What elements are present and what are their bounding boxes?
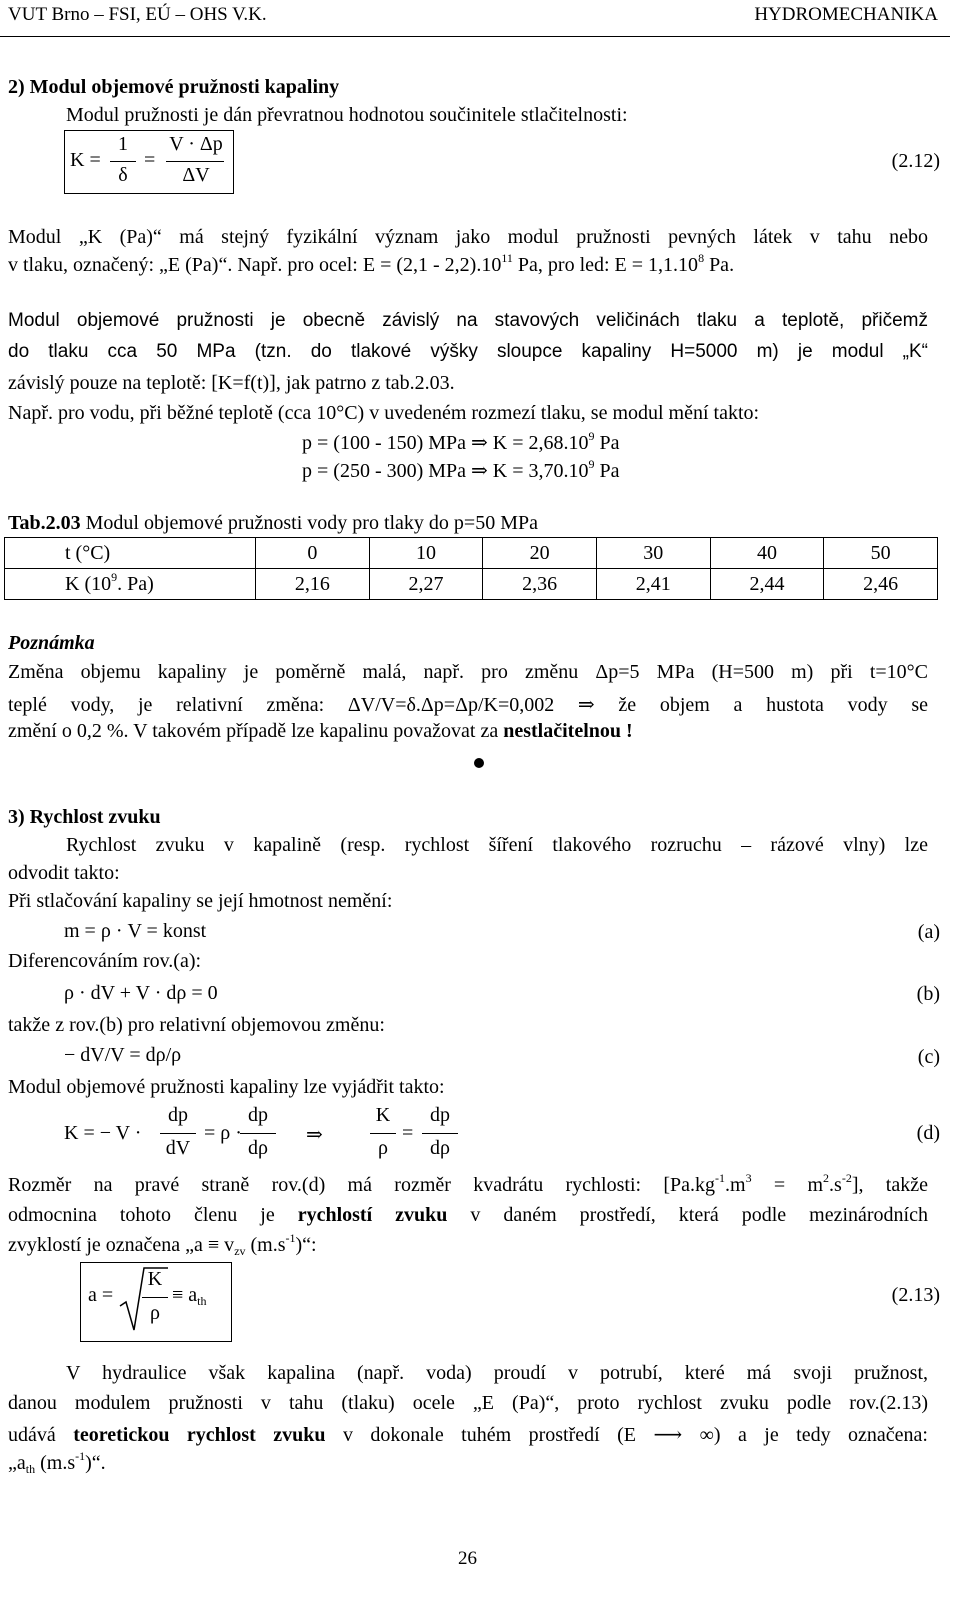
note-line3: [8, 720, 633, 743]
row2-label-exp: 9: [111, 569, 118, 584]
r2b: rychlostí zvuku: [297, 1204, 448, 1226]
r3-sub: zv: [234, 1244, 246, 1258]
s2-p3-l2b: Pa: [594, 432, 620, 454]
eq212-eqsign: =: [144, 149, 156, 171]
s2-intro: Modul pružnosti je dán převratnou hodnotou součinitele stlačitelnosti:: [66, 104, 628, 126]
eq-d-line1: [160, 1133, 196, 1134]
header-right: HYDROMECHANIKA: [754, 4, 938, 25]
table-cell: 2,46: [824, 569, 938, 600]
eq-a: m = ρ · V = konst: [64, 920, 207, 942]
row2-label-a: K (10: [65, 572, 112, 595]
eq-d-eqsign: =: [402, 1122, 414, 1144]
s3-rozmer-line2: [8, 1204, 928, 1227]
section-3-heading: 3) Rychlost zvuku: [8, 806, 161, 828]
f3b: teoretickou rychlost zvuku: [73, 1424, 326, 1446]
s3-line2: odvodit takto:: [8, 862, 120, 884]
f4-e: -1: [75, 1449, 86, 1463]
table-row1-label: t (°C): [5, 538, 256, 569]
section-2-heading: 2) Modul objemové pružnosti kapaliny: [8, 76, 340, 98]
r1a: Rozměr na pravé straně rov.(d) má rozměr kvadrátu rychlosti: [Pa.kg: [8, 1174, 716, 1196]
s3-line6: Modul objemové pružnosti kapaliny lze vyjádřit takto:: [8, 1076, 445, 1098]
s3-line5: takže z rov.(b) pro relativní objemovou změnu:: [8, 1014, 385, 1036]
s3-rozmer-line3: [8, 1231, 317, 1258]
eq-d-d1: dV: [165, 1137, 191, 1159]
table-cell: 2,27: [369, 569, 483, 600]
header-rule: [0, 36, 950, 37]
s3-line1: Rychlost zvuku v kapalině (resp. rychlost šíření tlakového rozruchu – rázové vlny) lze: [66, 834, 928, 856]
eq-d-d3: ρ: [378, 1137, 388, 1159]
r1c: = m: [751, 1174, 824, 1196]
eq213-sub: th: [197, 1294, 207, 1308]
f3a: udává: [8, 1424, 74, 1446]
s2-p2-line3: závislý pouze na teplotě: [K=f(t)], jak patrno z tab.2.03.: [8, 372, 455, 394]
eq-d-n4: dp: [430, 1104, 450, 1126]
eq212-number: (2.12): [891, 150, 940, 172]
note-l3b: nestlačitelnou !: [503, 720, 633, 742]
eq-d-d2: dρ: [248, 1137, 268, 1159]
eq212-den1: δ: [118, 164, 128, 186]
table-cell: 0: [256, 538, 370, 569]
f4c: )“.: [85, 1452, 106, 1474]
table-row: [5, 569, 938, 600]
eq-d-line4: [422, 1133, 458, 1134]
s2-p1-l2c: Pa.: [704, 254, 735, 276]
eq-d-mid: = ρ ·: [204, 1122, 242, 1144]
s2-p1-exp1: 11: [501, 251, 513, 265]
eq-d-line3: [370, 1133, 396, 1134]
r3a: zvyklostí je označena „a ≡ v: [8, 1234, 235, 1256]
table-cell: 2,44: [710, 569, 824, 600]
s2-p2-line1: Modul objemové pružnosti je obecně závislý na stavových veličinách tlaku a teplotě, přičemž: [8, 310, 928, 331]
f4b: (m.s: [35, 1452, 76, 1474]
table-row: [5, 538, 938, 569]
s3-final-line2: danou modulem pružnosti v tahu (tlaku) ocele „E (Pa)“, proto rychlost zvuku podle rov.(2.13): [8, 1392, 928, 1414]
eq213-rhs: [172, 1284, 207, 1307]
eq-d-number: (d): [916, 1122, 940, 1144]
note-line2: teplé vody, je relativní změna: ΔV/V=δ.Δp=Δp/K=0,002 ⇒ že objem a hustota vody se: [8, 694, 928, 716]
r3b: (m.s: [245, 1234, 286, 1256]
f4-sub: th: [25, 1462, 36, 1476]
eq-d-implies: ⇒: [306, 1124, 323, 1146]
eq-c-number: (c): [917, 1046, 940, 1068]
eq-d-k: K = − V ·: [64, 1122, 142, 1144]
eq212-lhs: K =: [70, 149, 101, 171]
s2-p3-l2-exp: 9: [588, 429, 595, 443]
f3c: v dokonale tuhém prostředí (E ⟶ ∞) a je tedy označena:: [325, 1424, 928, 1446]
note-title: Poznámka: [8, 632, 95, 654]
eq-d-d4: dρ: [430, 1137, 450, 1159]
s3-final-line1: V hydraulice však kapalina (např. voda) proudí v potrubí, které má svoji pružnost,: [66, 1362, 928, 1384]
r2a: odmocnina tohoto členu je: [8, 1204, 298, 1226]
eq212-num2: V · Δp: [169, 133, 223, 155]
table-cell: 50: [824, 538, 938, 569]
eq213-number: (2.13): [891, 1284, 940, 1306]
s2-p3-l3a: p = (250 - 300) MPa ⇒ K = 3,70.10: [302, 460, 589, 482]
s2-p3-l3-exp: 9: [588, 457, 595, 471]
note-l3a: změní o 0,2 %. V takovém případě lze kapalinu považovat za: [8, 720, 504, 742]
s2-p3-l2a: p = (100 - 150) MPa ⇒ K = 2,68.10: [302, 432, 589, 454]
eq213-lhs: a =: [88, 1284, 114, 1306]
table-cell: 2,16: [256, 569, 370, 600]
eq213-eqv: ≡ a: [172, 1284, 198, 1306]
eq213-fracline: [142, 1297, 168, 1298]
r1b: .m: [725, 1174, 746, 1196]
table-cell: 20: [483, 538, 597, 569]
eq-d-n1: dp: [168, 1104, 188, 1126]
eq213-num: K: [147, 1268, 163, 1290]
row2-label-b: . Pa): [117, 572, 154, 595]
eq213-den: ρ: [150, 1302, 160, 1324]
eq-d-n3: K: [375, 1104, 391, 1126]
s2-p2-line2: do tlaku cca 50 MPa (tzn. do tlakové výšky sloupce kapaliny H=5000 m) je modul „K“: [8, 341, 928, 362]
r1d: .s: [829, 1174, 842, 1196]
s2-p3-line3: [302, 458, 620, 483]
table-cell: 40: [710, 538, 824, 569]
eq212-fracline2: [166, 161, 224, 162]
table-row2-label: [5, 569, 256, 600]
r1-e1: -1: [715, 1171, 726, 1185]
eq-d-line2: [240, 1133, 276, 1134]
s3-final-line3: [8, 1422, 928, 1447]
s2-p3-line2: [302, 430, 620, 455]
header-left: VUT Brno – FSI, EÚ – OHS V.K.: [8, 4, 267, 25]
table-cell: 2,36: [483, 569, 597, 600]
eq212-num1: 1: [118, 133, 128, 155]
page-number: 26: [458, 1548, 477, 1569]
table-cell: 10: [369, 538, 483, 569]
eq-c: − dV/V = dρ/ρ: [64, 1044, 182, 1066]
s2-p1-l2b: Pa, pro led: E = 1,1.10: [512, 254, 699, 276]
r3c: )“:: [295, 1234, 317, 1256]
r1-e2: 3: [745, 1171, 752, 1185]
s2-p1-line2: [8, 251, 735, 277]
s3-final-line4: [8, 1449, 106, 1476]
r1-e3: 2: [823, 1171, 830, 1185]
r1e: ], takže: [851, 1174, 928, 1196]
eq212-fracline1: [110, 161, 136, 162]
table-caption: [8, 512, 538, 535]
data-table: [4, 537, 938, 600]
s3-rozmer-line1: [8, 1171, 928, 1197]
eq-b-number: (b): [916, 983, 940, 1005]
eq-a-number: (a): [917, 921, 940, 943]
bullet-separator: [474, 758, 484, 768]
s2-p1-l2a: v tlaku, označený: „E (Pa)“. Např. pro ocel: E = (2,1 - 2,2).10: [8, 254, 502, 276]
table-caption-label: Tab.2.03: [8, 512, 81, 534]
eq-d-n2: dp: [248, 1104, 268, 1126]
s3-line4: Diferencováním rov.(a):: [8, 950, 202, 972]
eq-b: ρ · dV + V · dρ = 0: [64, 982, 218, 1004]
s2-p1-line1: Modul „K (Pa)“ má stejný fyzikální význam jako modul pružnosti pevných látek v tahu nebo: [8, 226, 928, 248]
eq212-den2: ΔV: [182, 164, 210, 186]
table-cell: 2,41: [596, 569, 710, 600]
f4a: „a: [8, 1452, 26, 1474]
table-caption-text: Modul objemové pružnosti vody pro tlaky do p=50 MPa: [80, 512, 538, 534]
s2-p1-exp2: 8: [698, 251, 705, 265]
table-cell: 30: [596, 538, 710, 569]
r1-e4: -2: [841, 1171, 852, 1185]
note-line1: Změna objemu kapaliny je poměrně malá, např. pro změnu Δp=5 MPa (H=500 m) při t=10°C: [8, 661, 928, 683]
r3-e: -1: [285, 1231, 296, 1245]
s2-p3-line1: Např. pro vodu, při běžné teplotě (cca 10°C) v uvedeném rozmezí tlaku, se modul mění takto:: [8, 402, 760, 424]
r2c: v daném prostředí, která podle mezinárodních: [447, 1204, 928, 1226]
s3-line3: Při stlačování kapaliny se její hmotnost nemění:: [8, 890, 393, 912]
s2-p3-l3b: Pa: [594, 460, 620, 482]
